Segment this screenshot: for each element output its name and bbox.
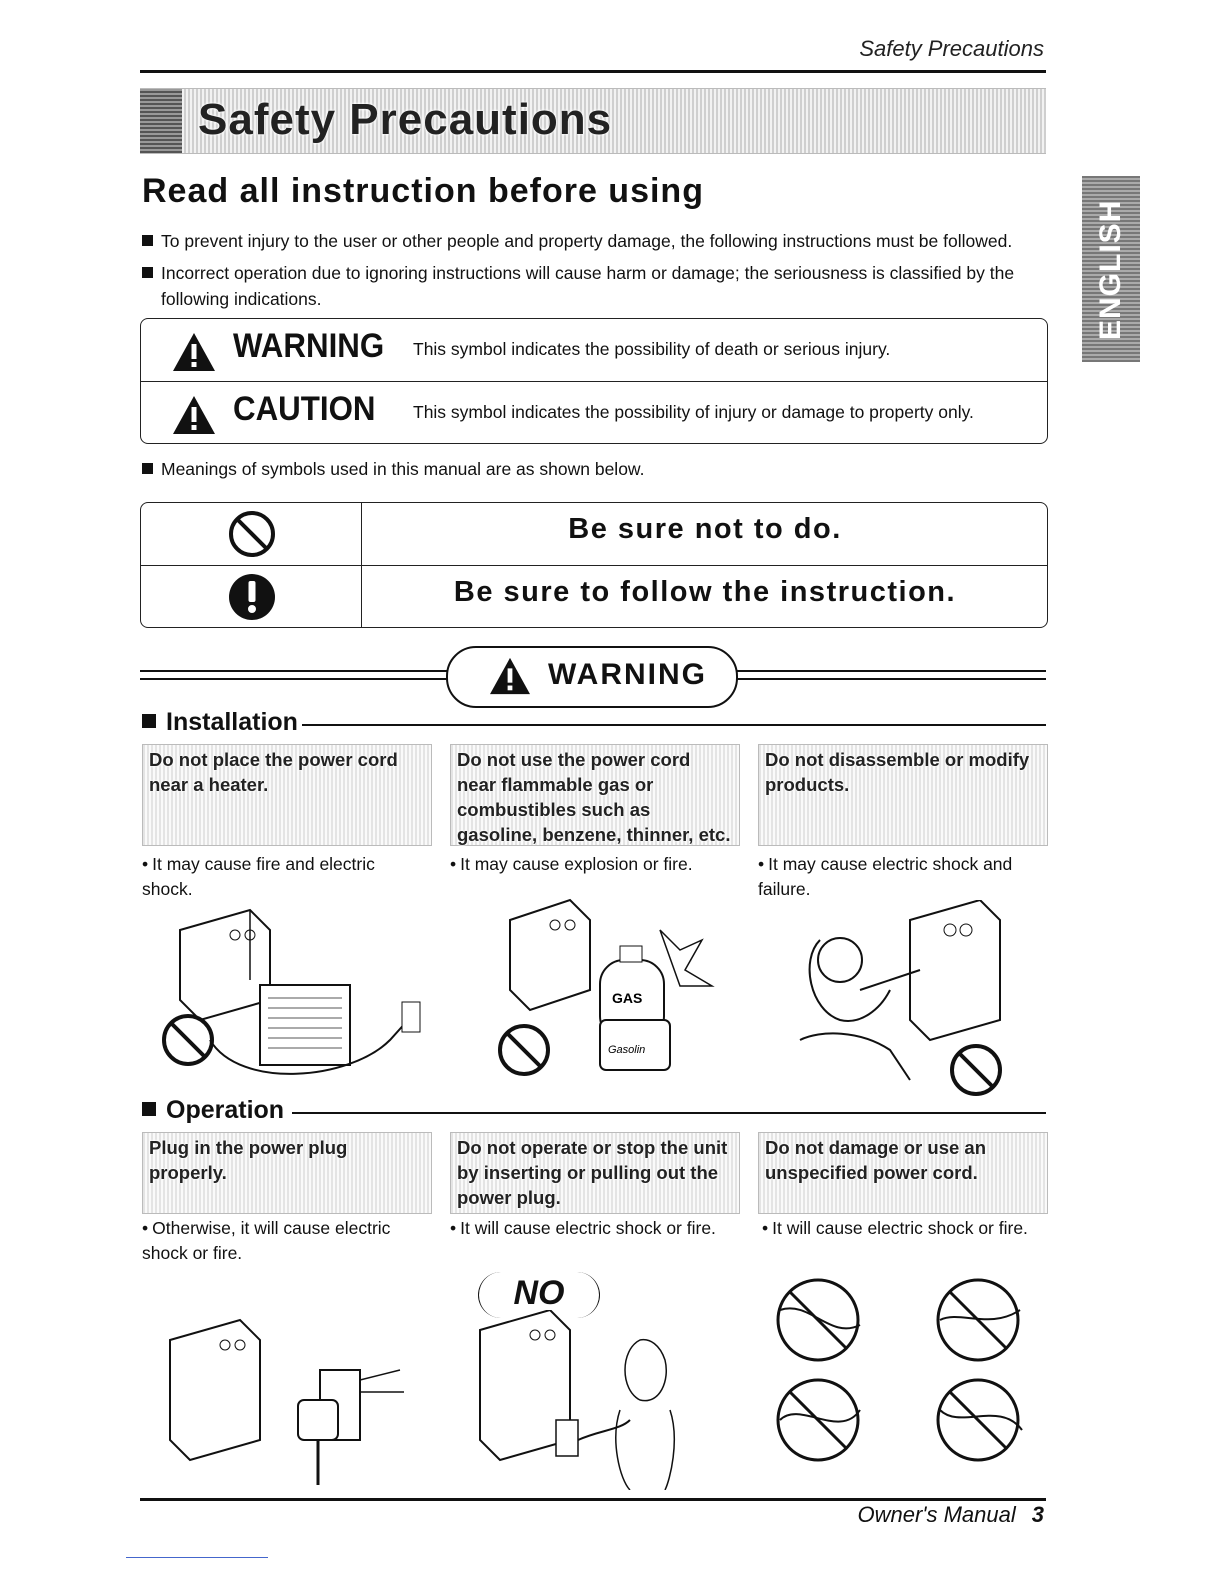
symbol-row-mandatory xyxy=(141,565,1047,628)
divider-line-right-1 xyxy=(730,670,1046,672)
caution-legend-row xyxy=(141,381,1047,444)
instruction-box: Plug in the power plug properly. xyxy=(142,1132,432,1214)
header-rule xyxy=(140,70,1046,73)
symbols-table xyxy=(140,502,1048,628)
signal-word-legend xyxy=(140,318,1048,444)
instruction-box: Do not use the power cord near flammable gas or combustibles such as gasoline, benzene, thinner, etc. xyxy=(450,744,740,846)
installation-rule xyxy=(290,724,1046,726)
running-header: Safety Precautions xyxy=(859,36,1044,61)
intro-bullet-2: Incorrect operation due to ignoring instructions will cause harm or damage; the seriousness is classified by the following indications. xyxy=(142,260,1047,312)
symbol-row-prohibited xyxy=(141,503,1047,565)
page-footer xyxy=(857,1502,1044,1528)
caution-triangle-icon xyxy=(171,394,217,436)
instruction-box: Do not place the power cord near a heater. xyxy=(142,744,432,846)
link-underline xyxy=(126,1557,268,1558)
page-number: 3 xyxy=(1031,1502,1044,1527)
consequence-note: • It may cause electric shock and failure. xyxy=(758,854,1013,899)
plug-properly-illustration xyxy=(160,1300,420,1490)
operation-heading: Operation xyxy=(142,1096,288,1125)
divider-line-left-2 xyxy=(140,678,450,680)
symbols-note: Meanings of symbols used in this manual are as shown below. xyxy=(142,456,1047,482)
warning-triangle-icon xyxy=(488,656,532,696)
mandatory-icon xyxy=(227,572,277,622)
warning-triangle-icon xyxy=(171,331,217,373)
banner-title: Safety Precautions xyxy=(198,95,613,144)
consequence-note: • Otherwise, it will cause electric shock or fire. xyxy=(142,1218,391,1263)
damaged-cord-illustrations xyxy=(760,1270,1050,1470)
instruction-box: Do not damage or use an unspecified power cord. xyxy=(758,1132,1048,1214)
prohibited-icon xyxy=(227,509,277,559)
consequence-note: • It will cause electric shock or fire. xyxy=(450,1218,716,1238)
footer-rule xyxy=(140,1498,1046,1501)
language-tab-label: ENGLISH xyxy=(1094,199,1127,341)
divider-line-right-2 xyxy=(730,678,1046,680)
consequence-note: • It will cause electric shock or fire. xyxy=(762,1218,1028,1238)
warning-divider-badge xyxy=(446,646,738,708)
manual-title: Owner's Manual xyxy=(857,1502,1016,1527)
prohibited-icon xyxy=(778,1280,858,1360)
consequence-note: • It may cause explosion or fire. xyxy=(450,854,693,874)
disassemble-illustration xyxy=(780,900,1020,1100)
gas-label: GAS xyxy=(612,990,643,1006)
instruction-box: Do not operate or stop the unit by inserting or pulling out the power plug. xyxy=(450,1132,740,1214)
divider-line-left-1 xyxy=(140,670,450,672)
language-tab xyxy=(1082,176,1140,362)
page-subheading: Read all instruction before using xyxy=(142,172,704,210)
prohibited-icon xyxy=(938,1380,1018,1460)
warning-legend-row xyxy=(141,319,1047,381)
prohibited-icon xyxy=(938,1280,1018,1360)
gas-cord-illustration xyxy=(480,890,720,1090)
warning-description: This symbol indicates the possibility of death or serious injury. xyxy=(413,339,891,359)
pull-plug-illustration xyxy=(470,1310,710,1490)
symbol-meaning-prohibited: Be sure not to do. xyxy=(568,513,842,545)
banner-marker xyxy=(140,89,182,153)
warning-word: WARNING xyxy=(233,327,385,365)
section-banner xyxy=(140,88,1046,154)
warning-divider-label: WARNING xyxy=(548,658,707,691)
operation-rule xyxy=(292,1112,1046,1114)
intro-bullet-1: To prevent injury to the user or other people and property damage, the following instructions must be followed. xyxy=(142,228,1047,254)
heater-cord-illustration xyxy=(150,890,430,1090)
consequence-note: • It may cause fire and electric shock. xyxy=(142,854,375,899)
caution-word: CAUTION xyxy=(233,390,376,428)
no-callout-text: NO xyxy=(513,1274,565,1312)
instruction-box: Do not disassemble or modify products. xyxy=(758,744,1048,846)
gasoline-can-label: Gasolin xyxy=(608,1044,646,1056)
installation-heading: Installation xyxy=(142,708,302,737)
symbol-meaning-mandatory: Be sure to follow the instruction. xyxy=(453,576,957,608)
caution-description: This symbol indicates the possibility of injury or damage to property only. xyxy=(413,402,974,422)
